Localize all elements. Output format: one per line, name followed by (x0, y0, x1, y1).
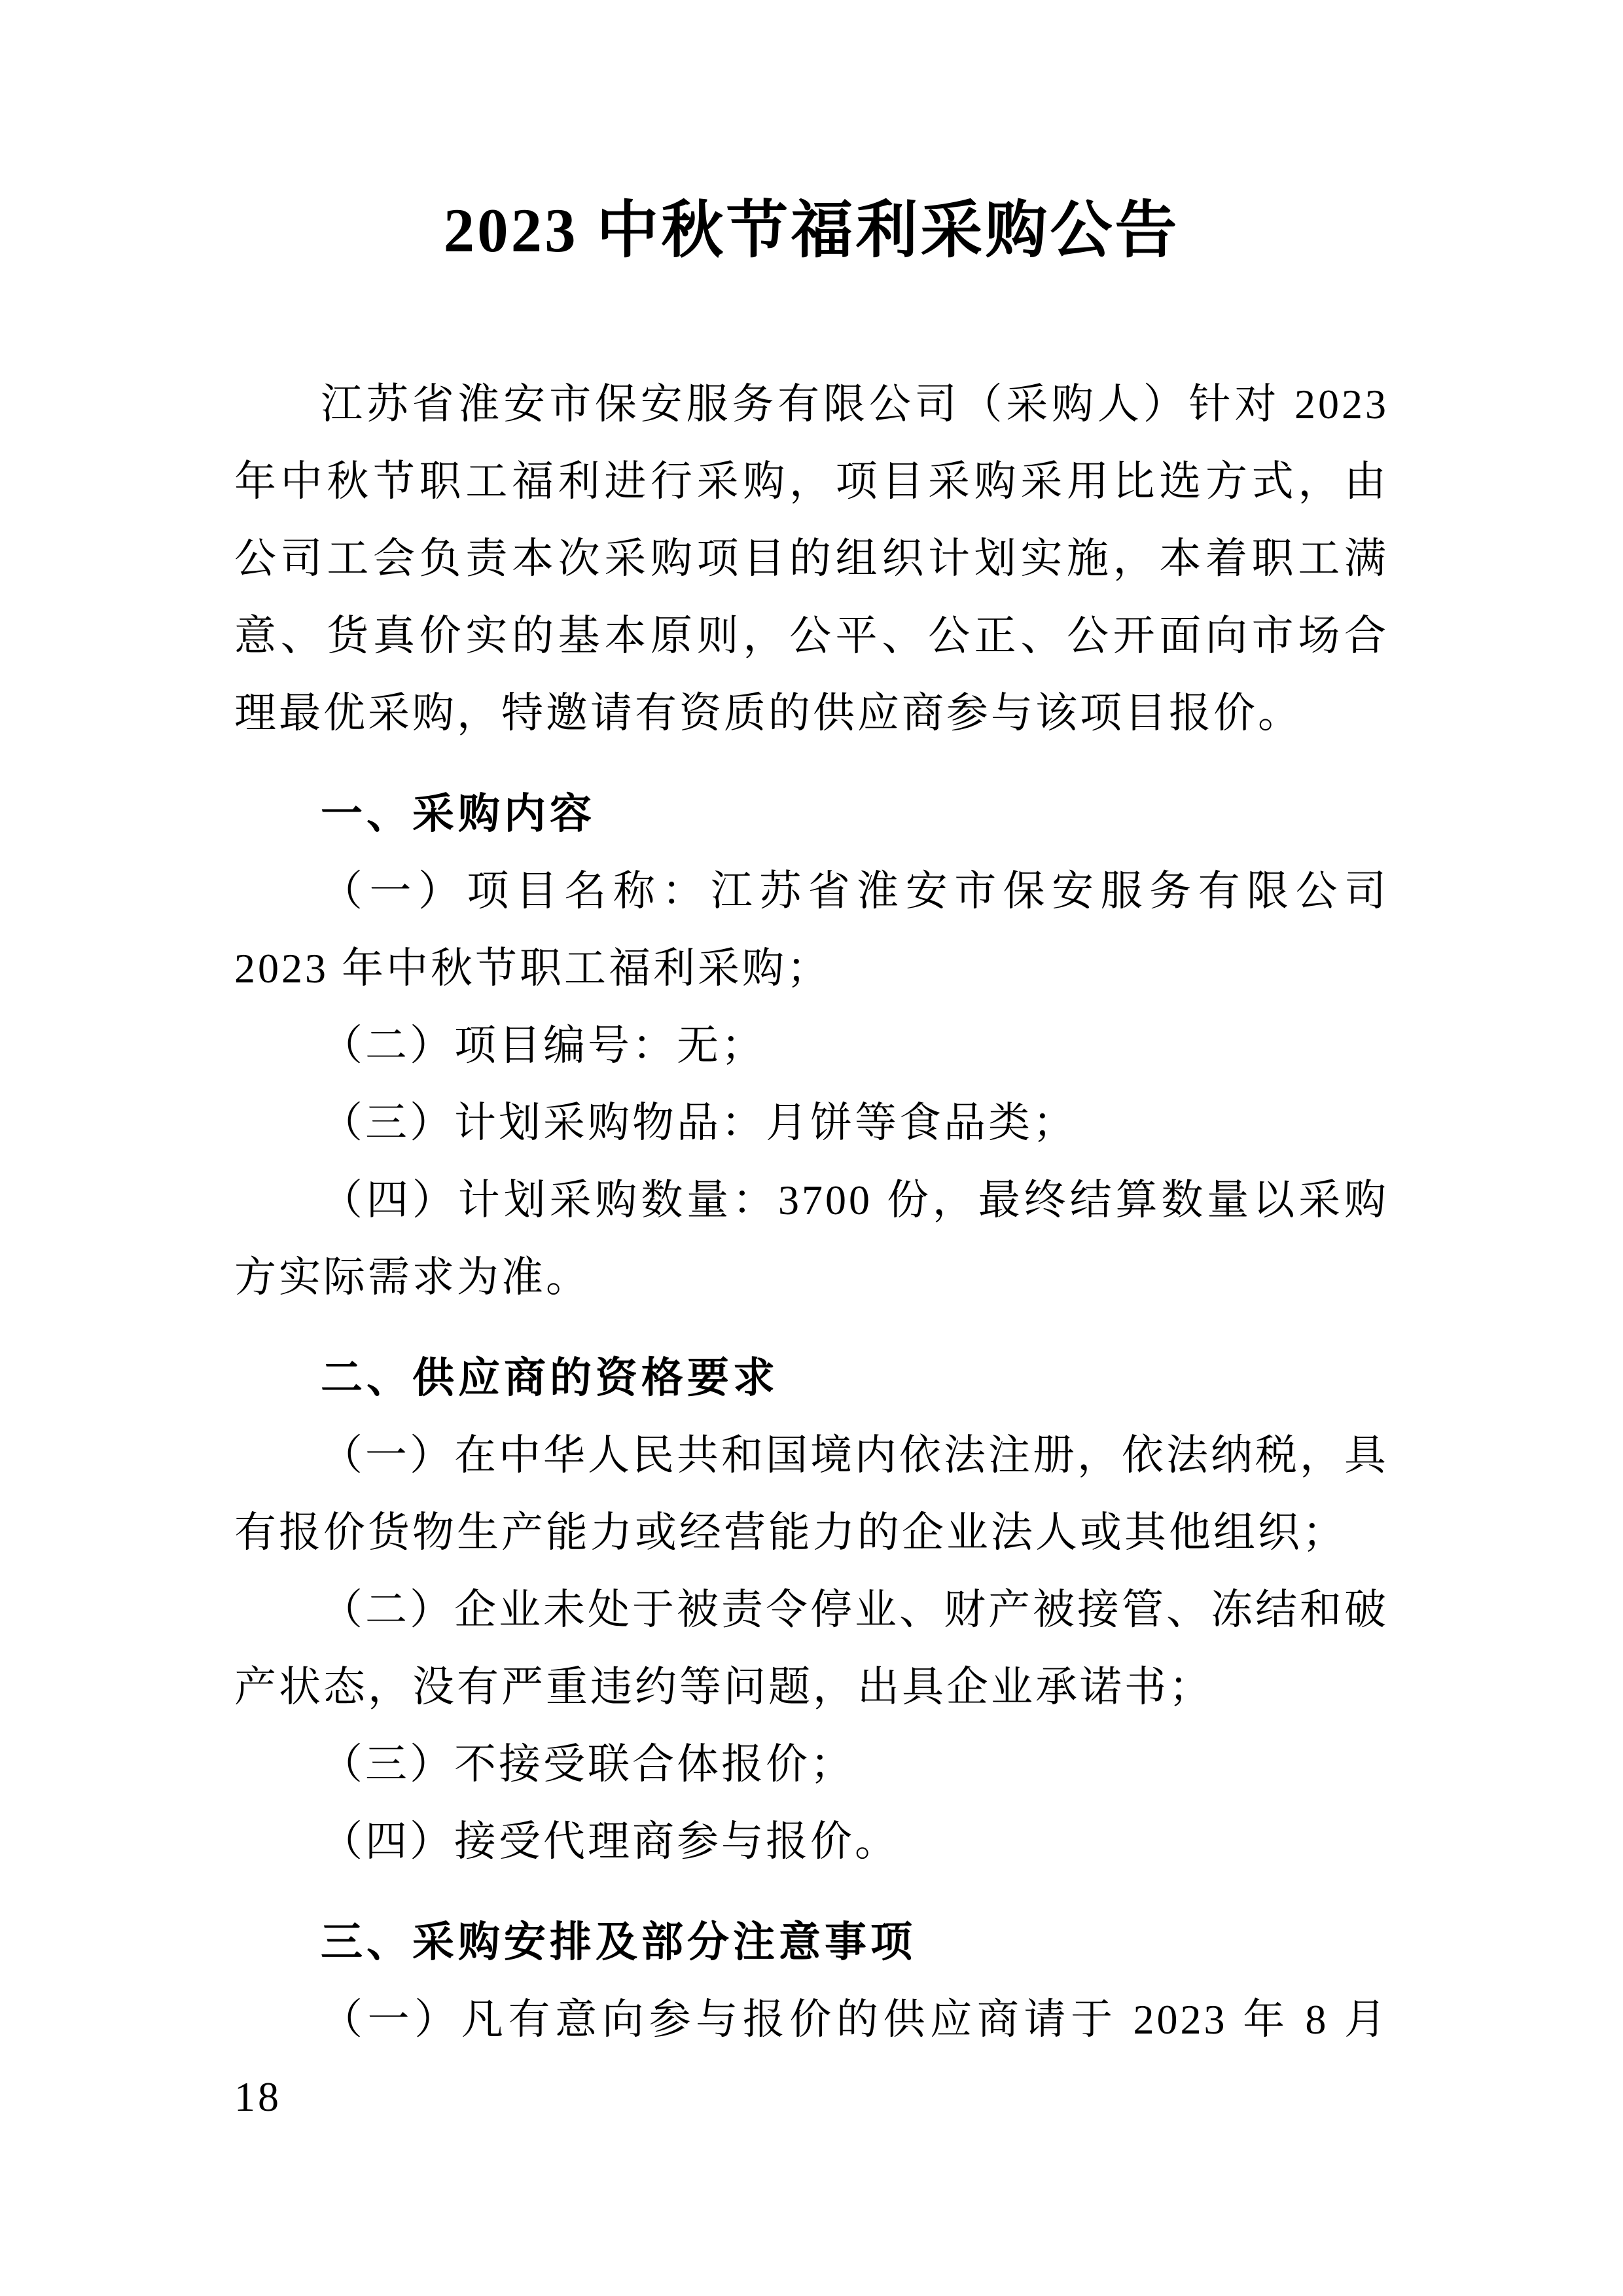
document-title: 2023 中秋节福利采购公告 (443, 196, 1180, 265)
section-1-item-3: （三）计划采购物品：月饼等食品类； (321, 1100, 1077, 1146)
section-2-heading: 二、供应商的资格要求 (321, 1355, 779, 1401)
section-2-item-2: （二）企业未处于被责令停业、财产被接管、冻结和破产状态，没有严重违约等问题，出具企业承诺书； (234, 1587, 1389, 1710)
section-1-heading: 一、采购内容 (321, 791, 596, 837)
section-1-item-4: （四）计划采购数量：3700 份，最终结算数量以采购方实际需求为准。 (234, 1177, 1389, 1300)
section-2-item-1: （一）在中华人民共和国境内依法注册，依法纳税，具有报价货物生产能力或经营能力的企业法人或其他组织； (234, 1432, 1389, 1556)
section-3-item-1-truncated: （一）凡有意向参与报价的供应商请于 2023 年 8 月 18 (234, 1996, 1389, 2120)
section-1-item-2: （二）项目编号：无； (321, 1022, 766, 1069)
section-3-heading: 三、采购安排及部分注意事项 (321, 1919, 916, 1965)
intro-paragraph: 江苏省淮安市保安服务有限公司（采购人）针对 2023 年中秋节职工福利进行采购，项目采购采用比选方式，由公司工会负责本次采购项目的组织计划实施，本着职工满意、货真价实的基本原则，公平、公正、公开面向市场合理最优采购，特邀请有资质的供应商参与该项目报价。 (234, 381, 1389, 736)
section-1-item-1: （一）项目名称：江苏省淮安市保安服务有限公司 2023 年中秋节职工福利采购； (234, 868, 1389, 992)
section-2-item-3: （三）不接受联合体报价； (321, 1741, 855, 1787)
section-2-item-4: （四）接受代理商参与报价。 (321, 1818, 899, 1865)
